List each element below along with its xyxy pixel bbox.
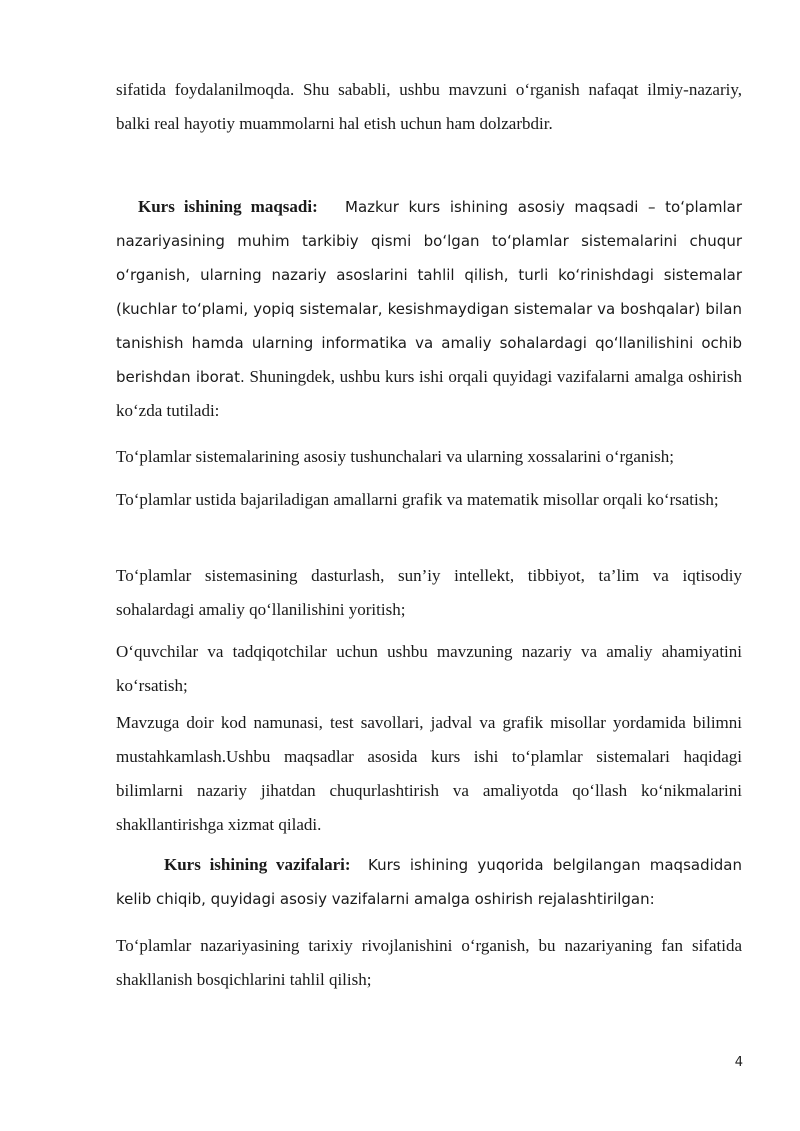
goal-heading: Kurs ishining maqsadi: — [138, 197, 318, 216]
list-item-1: To‘plamlar sistemalarining asosiy tushunchalari va ularning xossalarini o‘rganish; — [116, 447, 674, 466]
list-item-5: Mavzuga doir kod namunasi, test savollari, jadval va grafik misollar yordamida bilimni mustahkamlash.Ushbu maqsadlar asosida kurs ishi to‘plamlar sistemalari haqidagi bilimlarni nazariy jihatdan chuqurlashtirish va amaliyotda qo‘llash ko‘nikmalarini shakllantirishga xizmat qiladi. — [116, 713, 742, 834]
page-number: 4 — [734, 1055, 743, 1070]
tasks-heading: Kurs ishining vazifalari: — [164, 855, 351, 874]
tasks-paragraph — [116, 848, 742, 916]
intro-paragraph: sifatida foydalanilmoqda. Shu sababli, ushbu mavzuni o‘rganish nafaqat ilmiy-nazariy, balki real hayotiy muammolarni hal etish uchun ham dolzarbdir. — [116, 80, 742, 133]
goal-paragraph — [116, 190, 742, 428]
tasks-text-sans: Kurs ishining yuqorida belgilangan maqsadidan kelib chiqib, quyidagi asosiy vazifalarni amalga oshirish rejalashtirilgan: — [116, 856, 742, 908]
list-item-2: To‘plamlar ustida bajariladigan amallarni grafik va matematik misollar orqali ko‘rsatish; — [116, 490, 719, 509]
list-item-4: O‘quvchilar va tadqiqotchilar uchun ushbu mavzuning nazariy va amaliy ahamiyatini ko‘rsatish; — [116, 642, 742, 695]
goal-text-serif: Shuningdek, ushbu kurs ishi orqali quyidagi vazifalarni amalga oshirish ko‘zda tutiladi: — [116, 367, 742, 420]
goal-text-sans: Mazkur kurs ishining asosiy maqsadi – toʻplamlar nazariyasining muhim tarkibiy qismi boʻlgan toʻplamlar sistemalarini chuqur oʻrganish, ularning nazariy asoslarini tahlil qilish, turli koʻrinishdagi sistemalar (kuchlar toʻplami, yopiq sistemalar, kesishmaydigan sistemalar va boshqalar) bilan tanishish hamda ularning informatika va amaliy sohalardagi qoʻllanilishini ochib berishdan iborat. — [116, 198, 743, 386]
list-item-3: To‘plamlar sistemasining dasturlash, sun’iy intellekt, tibbiyot, ta’lim va iqtisodiy sohalardagi amaliy qo‘llanilishini yoritish; — [116, 566, 742, 619]
task-item-1: To‘plamlar nazariyasining tarixiy rivojlanishini o‘rganish, bu nazariyaning fan sifatida shakllanish bosqichlarini tahlil qilish; — [116, 936, 742, 989]
